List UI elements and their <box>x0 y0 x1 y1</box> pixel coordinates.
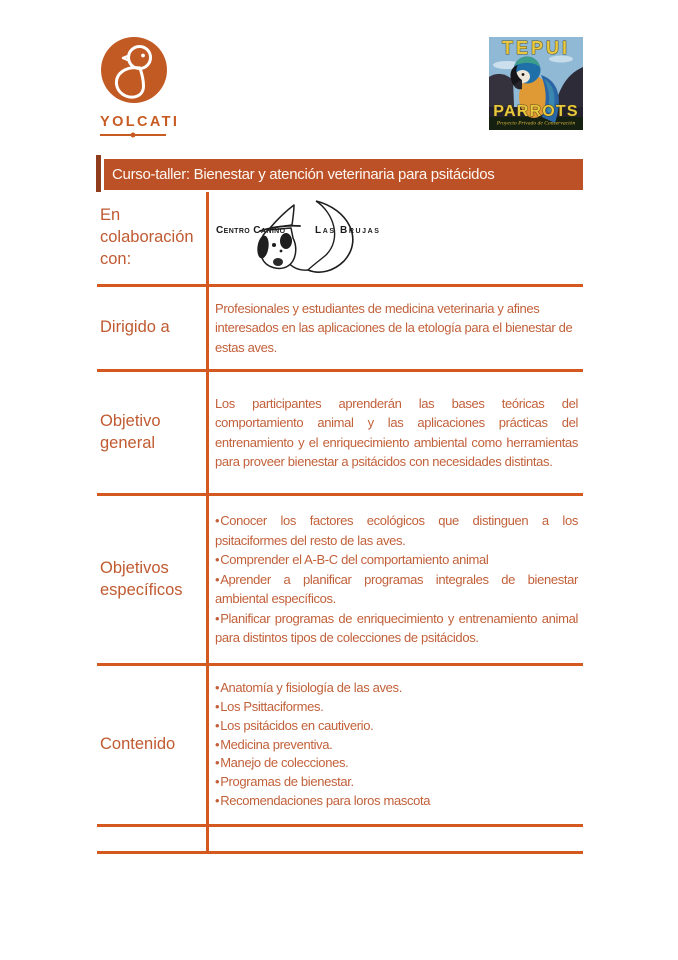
bullet-icon: • <box>215 513 220 529</box>
row-label <box>97 287 206 369</box>
bullet-item <box>215 736 578 755</box>
tepui-parrots-logo <box>489 37 583 130</box>
bullet-text: Conocer los factores ecológicos que distinguen a los psitaciformes del resto de las aves. <box>215 513 578 548</box>
yolcati-underline-dot <box>131 133 136 138</box>
row-label <box>97 666 206 824</box>
course-title-bar <box>104 159 583 190</box>
row-label-text: Dirigido a <box>100 318 170 337</box>
yolcati-wordmark: YOLCATI <box>100 114 180 130</box>
bullet-item <box>215 792 578 811</box>
row-label-empty <box>97 827 206 851</box>
bullet-icon: • <box>215 698 220 714</box>
bullet-item <box>215 698 578 717</box>
row-content-dirigido-a <box>206 287 583 369</box>
bullet-icon: • <box>215 793 220 809</box>
bullet-text: Aprender a planificar programas integrales de bienestar ambiental específicos. <box>215 571 578 607</box>
bullet-text: Programas de bienestar. <box>220 774 354 790</box>
row-content-contenido <box>206 666 583 824</box>
tepui-tagline-text: Proyecto Privado de Conservación <box>496 120 576 127</box>
bullet-icon: • <box>215 552 220 568</box>
tepui-subtitle-text: PARROTS <box>493 103 579 120</box>
bullet-icon: • <box>215 571 220 587</box>
bullet-icon: • <box>215 610 220 626</box>
row-content-colaboracion <box>206 192 583 284</box>
bullet-item <box>215 511 578 550</box>
bullet-icon: • <box>215 736 220 752</box>
bullet-item <box>215 609 578 648</box>
bullet-text: Los psitácidos en cautiverio. <box>220 717 374 733</box>
row-label-text: Objetivo general <box>100 411 161 452</box>
paragraph-text: Profesionales y estudiantes de medicina veterinaria y afines interesados en las aplicaciones de la etología para el bienestar de estas aves. <box>215 300 573 355</box>
yolcati-logo <box>100 36 180 136</box>
row-label <box>97 192 206 284</box>
yolcati-bird-icon <box>100 36 168 104</box>
bullet-item <box>215 754 578 773</box>
bullet-icon: • <box>215 680 220 696</box>
bullet-item <box>215 717 578 736</box>
bullet-text: Comprender el A-B-C del comportamiento animal <box>220 552 489 568</box>
row-content-empty <box>206 827 583 851</box>
bullet-text: Planificar programas de enriquecimiento y entrenamiento animal para distintos tipos de colecciones de psitácidos. <box>215 610 578 646</box>
bullet-text: Medicina preventiva. <box>220 736 333 752</box>
bullet-item <box>215 570 578 609</box>
course-info-table <box>97 192 583 854</box>
table-row-contenido <box>97 666 583 827</box>
paragraph-text: Los participantes aprenderán las bases teóricas del comportamiento animal y las aplicaciones prácticas del entrenamiento y el enriquecimiento ambiental como herramientas para proveer bienestar a psitácidos con necesidades distintas. <box>215 395 578 469</box>
row-label-text: Objetivos específicos <box>100 558 183 599</box>
bullet-text: Los Psittaciformes. <box>220 698 324 714</box>
bullet-item <box>215 773 578 792</box>
bullet-icon: • <box>215 717 220 733</box>
row-label <box>97 496 206 663</box>
course-title-text: Curso-taller: Bienestar y atención veterinaria para psitácidos <box>112 166 495 183</box>
table-row-objetivo-general <box>97 372 583 496</box>
table-row-colaboracion <box>97 192 583 287</box>
row-label-text: En colaboración con: <box>100 206 194 268</box>
las-brujas-text: Las Brujas <box>315 225 381 236</box>
row-label <box>97 372 206 493</box>
tepui-title-text: TEPUI <box>501 38 571 58</box>
macaw-photo-logo <box>489 37 583 130</box>
bullet-icon: • <box>215 755 220 771</box>
row-label-text: Contenido <box>100 735 176 754</box>
row-content-objetivos-especificos <box>206 496 583 663</box>
bullet-item <box>215 679 578 698</box>
bullet-icon: • <box>215 774 220 790</box>
centro-canino-las-brujas-logo <box>215 198 387 278</box>
table-row-empty <box>97 827 583 854</box>
bullet-text: Anatomía y fisiología de las aves. <box>220 680 402 696</box>
centro-canino-text: Centro Canino <box>216 225 286 236</box>
bullet-text: Recomendaciones para loros mascota <box>220 793 431 809</box>
bullet-text: Manejo de colecciones. <box>220 755 349 771</box>
row-content-objetivo-general <box>206 372 583 493</box>
table-row-objetivos-especificos <box>97 496 583 666</box>
yolcati-underline <box>100 134 166 136</box>
title-bar-accent <box>96 155 101 192</box>
table-row-dirigido-a <box>97 287 583 372</box>
bullet-item <box>215 550 578 570</box>
